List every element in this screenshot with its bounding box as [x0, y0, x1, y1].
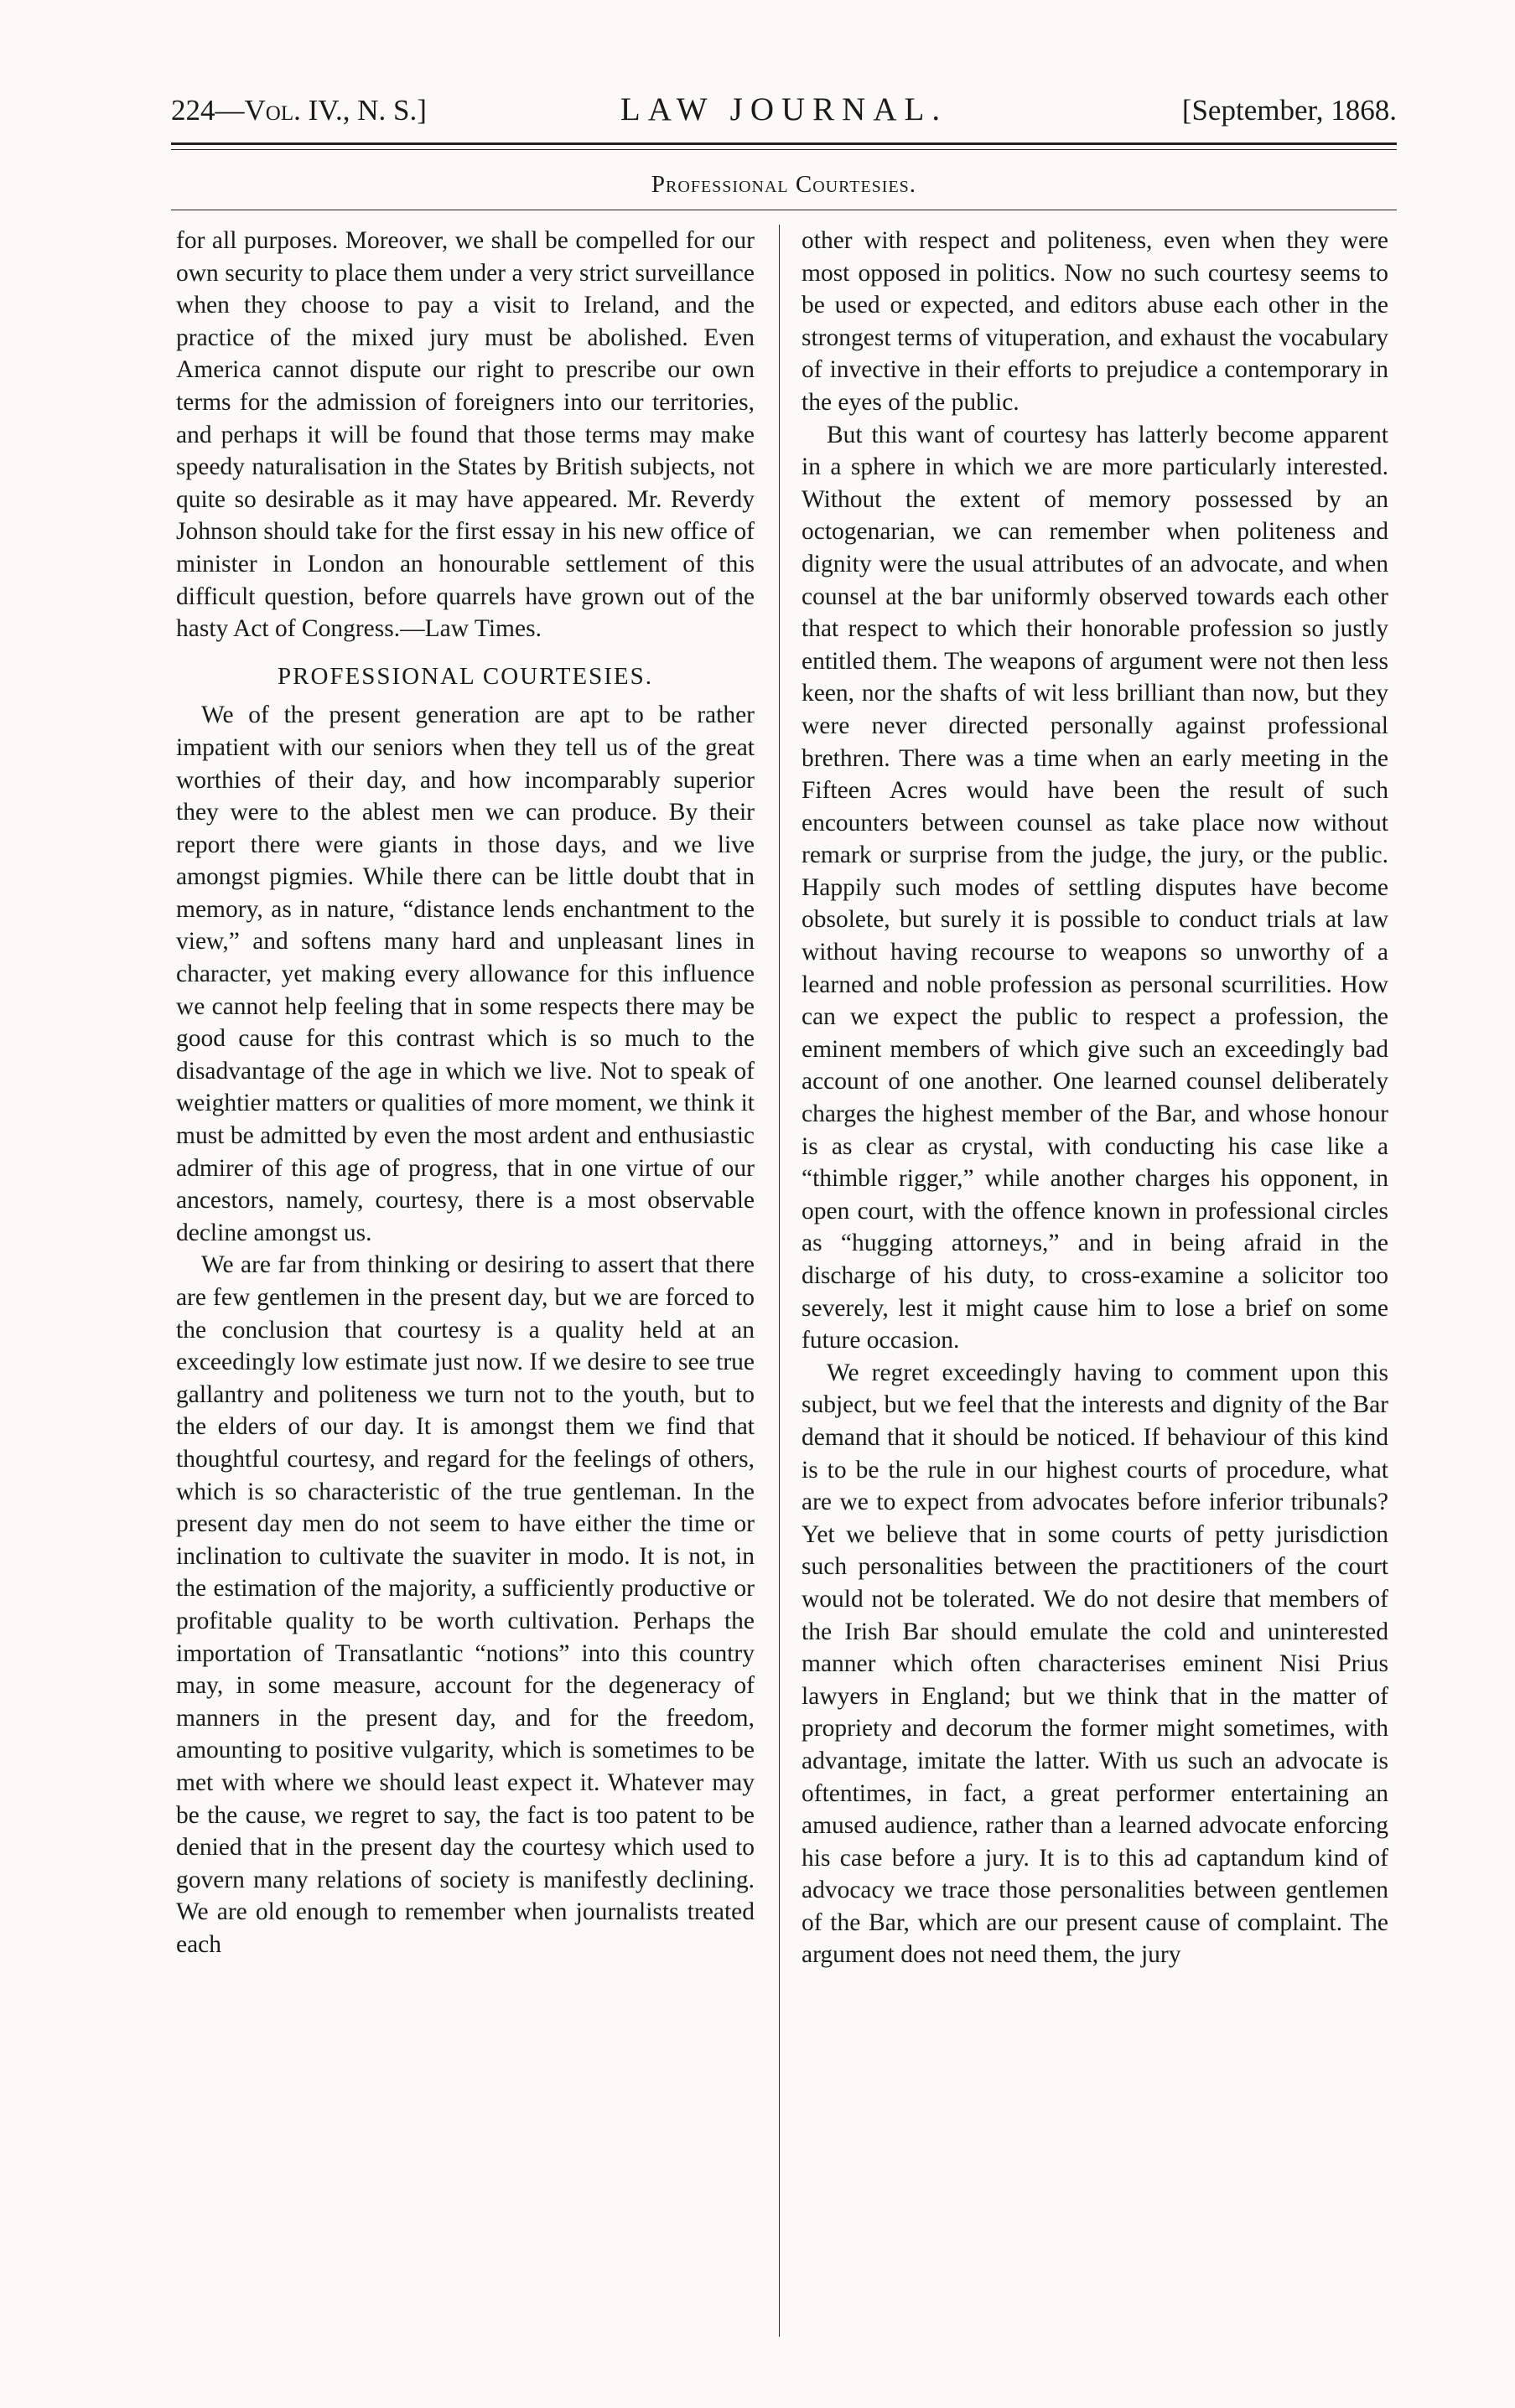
running-head: Professional Courtesies.: [651, 171, 917, 198]
header-volume: 224—Vol. IV., N. S.]: [171, 94, 427, 127]
right-paragraph-1: other with respect and politeness, even when they were most opposed in politics. Now no such courtesy seems to be used or expected, and editors abuse each other in the strongest terms of vituperation, and exhaust the vocabulary of invective in their efforts to prejudice a contemporary in the eyes of the public.: [802, 227, 1388, 416]
left-column: [176, 225, 755, 1960]
journal-page: [171, 91, 1397, 2337]
header-journal-title: LAW JOURNAL.: [620, 91, 948, 127]
left-paragraph-3: We are far from thinking or desiring to assert that there are few gentlemen in the present day, but we are forced to the conclusion that courtesy is a quality held at an exceedingly low estimate just now. If we desire to see true gallantry and politeness we turn not to the youth, but to the elders of our day. It is amongst them we find that thoughtful courtesy, and regard for the feelings of others, which is so characteristic of the true gentleman. In the present day men do not seem to have either the time or inclination to cultivate the suaviter in modo. It is not, in the estimation of the majority, a sufficiently productive or profitable quality to be worth cultivation. Perhaps the importation of Transatlantic “notions” into this country may, in some measure, account for the degeneracy of manners in the present day, and for the freedom, amounting to positive vulgarity, which is sometimes to be met with where we should least expect it. Whatever may be the cause, we regret to say, the fact is too patent to be denied that in the present day the courtesy which used to govern many relations of society is manifestly declining. We are old enough to remember when journalists treated each: [176, 1251, 755, 1958]
article-title: PROFESSIONAL COURTESIES.: [277, 662, 654, 690]
right-paragraph-3: We regret exceedingly having to comment upon this subject, but we feel that the interests and dignity of the Bar demand that it should be noticed. If behaviour of this kind is to be the rule in our highest courts of procedure, what are we to expect from advocates before inferior tribunals? Yet we believe that in some courts of petty jurisdiction such personalities between the practitioners of the court would not be tolerated. We do not desire that members of the Irish Bar should emulate the cold and uninterested manner which often characterises eminent Nisi Prius lawyers in England; but we think that in the matter of propriety and decorum the former might sometimes, with advantage, imitate the latter. With us such an advocate is oftentimes, in fact, a great performer entertaining an amused audience, rather than a learned advocate enforcing his case before a jury. It is to this ad captandum kind of advocacy we trace those personalities between gentlemen of the Bar, which are our present cause of complaint. The argument does not need them, the jury: [802, 1359, 1388, 1969]
page-header: [171, 91, 1397, 141]
column-divider: [779, 225, 780, 2337]
right-paragraph-2: But this want of courtesy has latterly become apparent in a sphere in which we are more particularly interested. Without the extent of memory possessed by an octogenarian, we can remember when politeness and dignity were the usual attributes of an advocate, and when counsel at the bar uniformly observed towards each other that respect to which their honorable profession so justly entitled them. The weapons of argument were not then less keen, nor the shafts of wit less brilliant than now, but they were never directed personally against professional brethren. There was a time when an early meeting in the Fifteen Acres would have been the result of such encounters between counsel as take place now without remark or surprise from the judge, the jury, or the public. Happily such modes of settling disputes have become obsolete, but surely it is possible to conduct trials at law without having recourse to weapons so unworthy of a learned and noble profession as personal scurrilities. How can we expect the public to respect a profession, the eminent members of which give such an exceedingly bad account of one another. One learned counsel deliberately charges the highest member of the Bar, and whose honour is as clear as crystal, with conducting his case like a “thimble rigger,” while another charges his opponent, in open court, with the offence known in professional circles as “hugging attorneys,” and in being afraid in the discharge of his duty, to cross-examine a solicitor too severely, lest it might cause him to lose a brief on some future occasion.: [802, 421, 1388, 1354]
left-paragraph-2: We of the present generation are apt to be rather impatient with our seniors when they tell us of the great worthies of their day, and how incomparably superior they were to the ablest men we can produce. By their report there were giants in those days, and we live amongst pigmies. While there can be little doubt that in memory, as in nature, “distance lends enchantment to the view,” and softens many hard and unpleasant lines in character, yet making every allowance for this influence we cannot help feeling that in some respects there may be good cause for this contrast which is so much to the disadvantage of the age in which we live. Not to speak of weightier matters or qualities of more moment, we think it must be admitted by even the most ardent and enthusiastic admirer of this age of progress, that in one virtue of our ancestors, namely, courtesy, there is a most observable decline amongst us.: [176, 702, 755, 1246]
header-rule-thin: [171, 149, 1397, 150]
header-rule-thick: [171, 142, 1397, 145]
right-column: [802, 225, 1388, 1971]
left-paragraph-1: for all purposes. Moreover, we shall be compelled for our own security to place them under a very strict surveillance when they choose to pay a visit to Ireland, and the practice of the mixed jury must be abolished. Even America cannot dispute our right to prescribe our own terms for the admission of foreigners into our territories, and perhaps it will be found that those terms may make speedy naturalisation in the States by British subjects, not quite so desirable as it may have appeared. Mr. Reverdy Johnson should take for the first essay in his new office of minister in London an honourable settlement of this difficult question, before quarrels have grown out of the hasty Act of Congress.—Law Times.: [176, 227, 755, 643]
header-date: [September, 1868.: [1181, 94, 1397, 127]
